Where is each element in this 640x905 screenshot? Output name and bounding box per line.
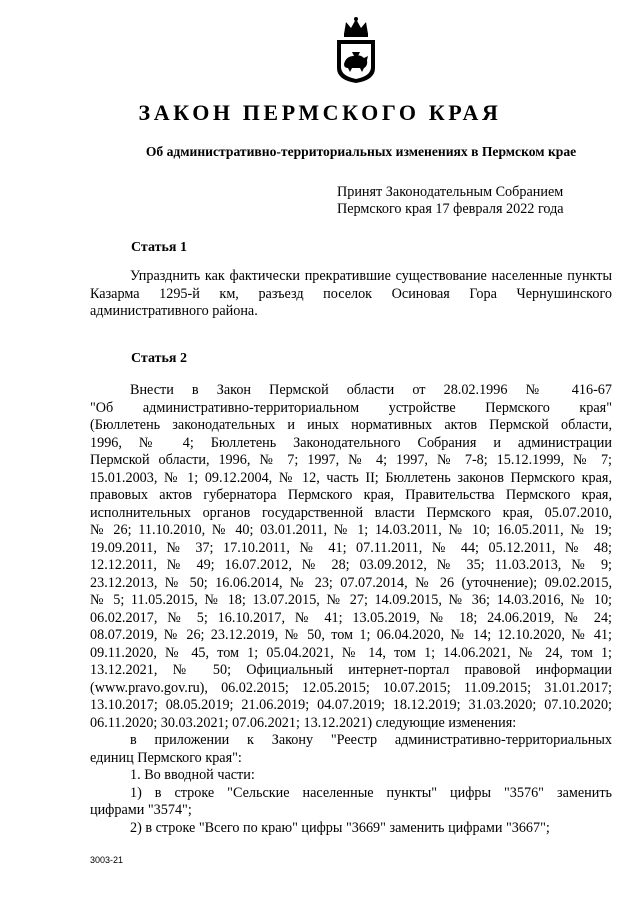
document-code: 3003-21 <box>90 855 124 865</box>
article-1-text <box>90 268 612 321</box>
article-2-line: 06.11.2020; 30.03.2021; 07.06.2021; 13.12.2021) следующие изменения: <box>90 714 517 731</box>
article-1-paragraph: Упразднить как фактически прекратившие существование населенные пункты Казарма 1295-й км, разъезд поселок Осиновая Гора Чернушинского административного района. <box>90 268 612 319</box>
article-2-line: 19.09.2011, № 37; 17.10.2011, № 41; 07.11.2011, № 44; 05.12.2011, № 48; <box>90 539 612 556</box>
adoption-note <box>337 184 564 218</box>
article-2-line: единиц Пермского края": <box>90 749 242 766</box>
article-2-line: в приложении к Закону "Реестр административно-территориальных <box>130 732 612 748</box>
article-2-line: 09.11.2020, № 45, том 1; 05.04.2021, № 14, том 1; 14.06.2021, № 24, том 1; <box>90 644 612 661</box>
law-title: ЗАКОН ПЕРМСКОГО КРАЯ <box>138 100 502 125</box>
article-2-line: 23.12.2013, № 50; 16.06.2014, № 23; 07.07.2014, № 26 (уточнение); 09.02.2015, <box>90 574 612 591</box>
article-2-line: 12.12.2011, № 49; 16.07.2012, № 28; 03.09.2012, № 35; 11.03.2013, № 9; <box>90 557 612 573</box>
article-2-line: 13.12.2021, № 50; Официальный интернет-портал правовой информации <box>90 662 612 678</box>
article-2-line: № 26; 11.10.2010, № 40; 03.01.2011, № 1; 14.03.2011, № 10; 16.05.2011, № 19; <box>90 522 612 538</box>
law-subtitle: Об административно-территориальных изменениях в Пермском крае <box>145 144 577 159</box>
article-2-line: 13.10.2017; 08.05.2019; 21.06.2019; 04.07.2019; 18.12.2019; 31.03.2020; 07.10.2020; <box>90 697 612 713</box>
article-2-text <box>90 382 612 837</box>
article-2-line: 08.07.2019, № 26; 23.12.2019, № 50, том 1; 06.04.2020, № 14; 12.10.2020, № 41; <box>90 627 612 643</box>
article-2-line: 1) в строке "Сельские населенные пункты" цифры "3576" заменить <box>130 784 612 801</box>
article-2-line: 06.02.2017, № 5; 16.10.2017, № 41; 13.05.2019, № 18; 24.06.2019, № 24; <box>90 609 612 626</box>
article-2-line: цифрами "3574"; <box>90 802 192 818</box>
coat-of-arms-icon <box>334 16 378 84</box>
adoption-line-2: Пермского края 17 февраля 2022 года <box>337 201 564 217</box>
article-2-line: № 5; 11.05.2015, № 18; 13.07.2015, № 27; 14.09.2015, № 36; 14.03.2016, № 10; <box>90 592 612 608</box>
article-2-line: 1996, № 4; Бюллетень Законодательного Собрания и администрации <box>90 434 612 451</box>
article-2-heading: Статья 2 <box>131 351 187 366</box>
article-2-line: 1. Во вводной части: <box>130 767 255 783</box>
article-1-heading: Статья 1 <box>131 240 187 255</box>
article-2-line: "Об административно-территориальном устройстве Пермского края" <box>90 399 612 416</box>
article-2-line: (Бюллетень законодательных и иных нормативных актов Пермской области, <box>90 417 612 433</box>
article-2-line: (www.pravo.gov.ru), 06.02.2015; 12.05.2015; 10.07.2015; 11.09.2015; 31.01.2017; <box>90 679 612 696</box>
article-2-line: 15.01.2003, № 1; 09.12.2004, № 12, часть II; Бюллетень законов Пермского края, <box>90 469 612 486</box>
article-2-line: Внести в Закон Пермской области от 28.02.1996 № 416-67 <box>130 382 612 398</box>
article-2-line: Пермской области, 1996, № 7; 1997, № 4; 1997, № 7-8; 15.12.1999, № 7; <box>90 452 612 468</box>
article-2-line: исполнительных органов государственной власти Пермского края, 05.07.2010, <box>90 504 612 521</box>
adoption-line-1: Принят Законодательным Собранием <box>337 184 564 200</box>
article-2-line: правовых актов губернатора Пермского края, Правительства Пермского края, <box>90 487 612 503</box>
article-2-line: 2) в строке "Всего по краю" цифры "3669" заменить цифрами "3667"; <box>130 819 550 836</box>
